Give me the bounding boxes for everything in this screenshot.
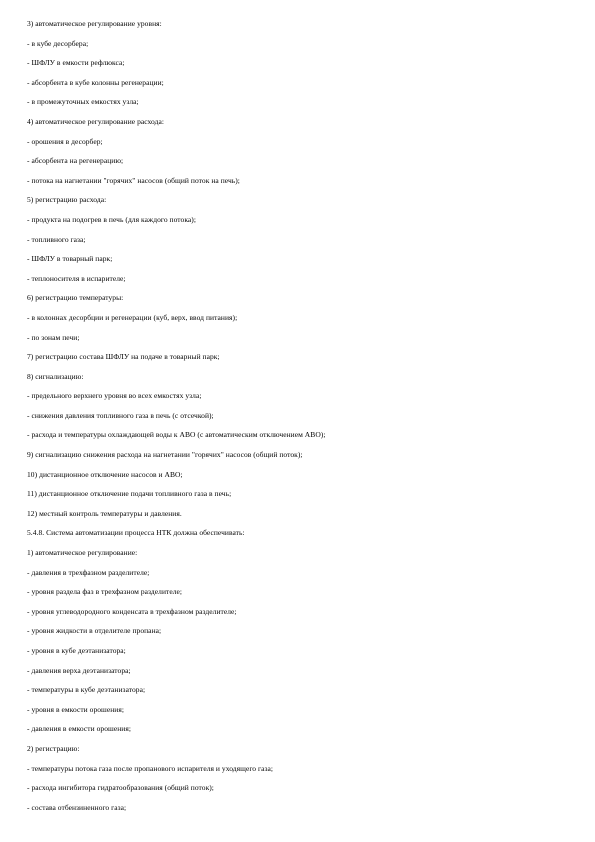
text-line: - температуры потока газа после пропанового испарителя и уходящего газа; [27,763,274,773]
text-line: 3) автоматическое регулирование уровня: [27,19,162,28]
text-line: 6) регистрацию температуры: [27,293,124,303]
text-line: 4) автоматическое регулирование расхода: [27,116,165,126]
document-page [27,19,587,822]
text-line: - давления в емкости орошения; [27,724,131,734]
text-line: 8) сигнализацию: [27,371,84,381]
text-line: - уровня в кубе деэтанизатора; [27,646,126,655]
text-line: 10) дистанционное отключение насосов и АВО; [27,469,183,479]
text-line: - топливного газа; [27,234,86,244]
text-line: - уровня раздела фаз в трехфазном разделителе; [27,587,183,597]
text-line: 5.4.8. Система автоматизации процесса НТК должна обеспечивать: [27,528,245,538]
text-line: - в промежуточных емкостях узла; [27,97,139,107]
text-line: 5) регистрацию расхода: [27,195,107,205]
text-line: - абсорбента в кубе колонны регенерации; [27,77,164,87]
text-line: - температуры в кубе деэтанизатора; [27,685,146,695]
text-line: - потока на нагнетании "горячих" насосов (общий поток на печь); [27,175,240,185]
text-line: - абсорбента на регенерацию; [27,156,124,166]
text-line: 1) автоматическое регулирование: [27,548,138,558]
text-line: 7) регистрацию состава ШФЛУ на подаче в товарный парк; [27,352,220,362]
text-line: - продукта на подогрев в печь (для каждого потока); [27,214,196,224]
text-line: - снижения давления топливного газа в печь (с отсечкой); [27,410,214,420]
text-line: - расхода ингибитора гидратообразования (общий поток); [27,783,214,793]
text-line: - уровня углеводородного конденсата в трехфазном разделителе; [27,606,237,616]
text-line: - уровня в емкости орошения; [27,704,125,714]
text-line: - расхода и температуры охлаждающей воды к АВО (с автоматическим отключением АВО); [27,430,326,440]
text-line: - ШФЛУ в емкости рефлюкса; [27,58,125,68]
text-line: - состава отбензиненного газа; [27,802,127,812]
text-line: - в колоннах десорбции и регенерации (куб, верх, ввод питания); [27,312,238,322]
text-line: - ШФЛУ в товарный парк; [27,254,113,264]
text-line: - предельного верхнего уровня во всех емкостях узла; [27,391,202,401]
text-line: - давления верха деэтанизатора; [27,665,131,675]
text-line: 9) сигнализацию снижения расхода на нагнетании "горячих" насосов (общий поток); [27,450,303,460]
text-line: - по зонам печи; [27,332,80,342]
text-line: 12) местный контроль температуры и давления. [27,508,182,518]
text-line: - давления в трехфазном разделителе; [27,567,150,577]
text-line: - орошения в десорбер; [27,136,103,146]
text-line: 11) дистанционное отключение подачи топливного газа в печь; [27,489,232,499]
text-line: 2) регистрацию: [27,743,80,753]
text-line: - в кубе десорбера; [27,38,89,48]
text-line: - уровня жидкости в отделителе пропана; [27,626,162,636]
text-line: - теплоносителя в испарителе; [27,273,126,283]
